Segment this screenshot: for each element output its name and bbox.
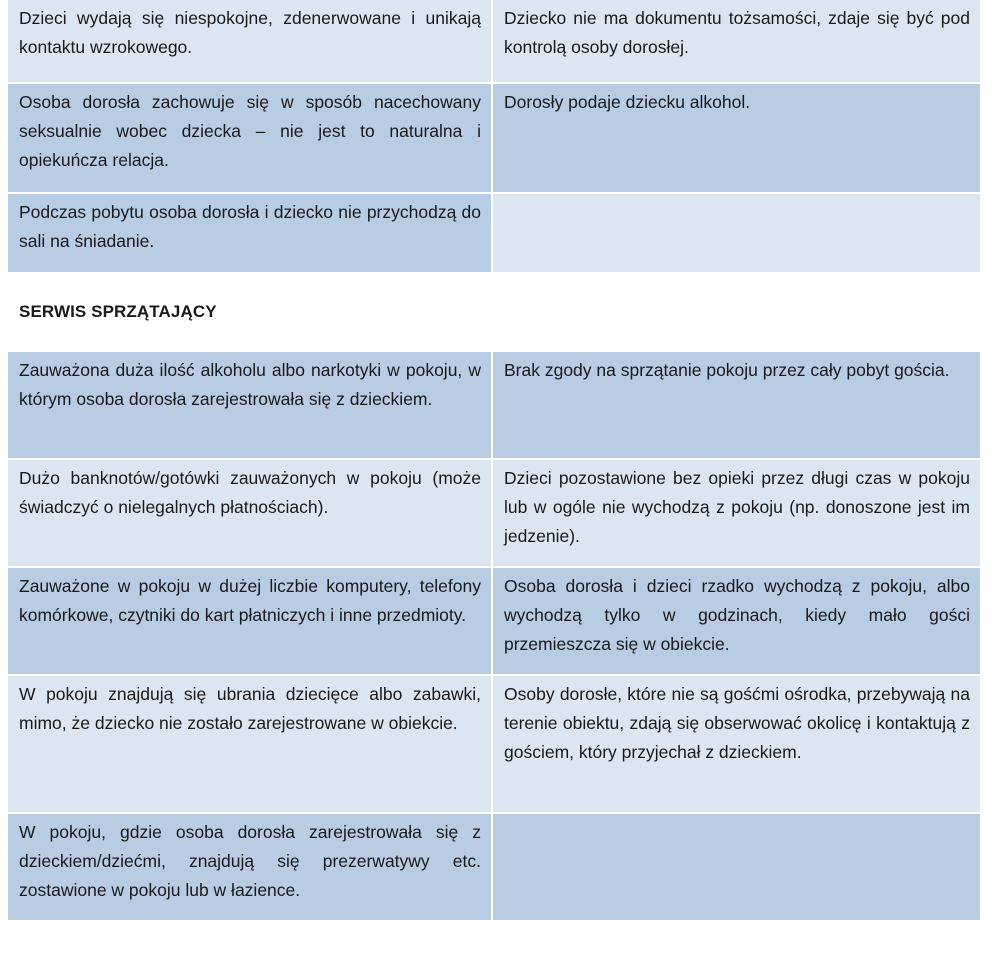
section-heading: SERWIS SPRZĄTAJĄCY [19,302,217,321]
table-cell: W pokoju, gdzie osoba dorosła zarejestrowała się z dzieckiem/dziećmi, znajdują się prezerwatywy etc. zostawione w pokoju lub w łazience. [8,814,493,920]
table-cell: Dziecko nie ma dokumentu tożsamości, zdaje się być pod kontrolą osoby dorosłej. [493,0,980,82]
table-cell [493,814,980,920]
table-cell: W pokoju znajdują się ubrania dziecięce albo zabawki, mimo, że dziecko nie zostało zarejestrowane w obiekcie. [8,676,493,812]
table-cell: Podczas pobytu osoba dorosła i dziecko nie przychodzą do sali na śniadanie. [8,194,493,272]
table-cell: Osoba dorosła i dzieci rzadko wychodzą z pokoju, albo wychodzą tylko w godzinach, kiedy mało gości przemieszcza się w obiekcie. [493,568,980,674]
table-cell: Dorosły podaje dziecku alkohol. [493,84,980,192]
table-cell: Dużo banknotów/gotówki zauważonych w pokoju (może świadczyć o nielegalnych płatnościach). [8,460,493,566]
table-cell: Dzieci pozostawione bez opieki przez długi czas w pokoju lub w ogóle nie wychodzą z pokoju (np. donoszone jest im jedzenie). [493,460,980,566]
table-cell: Zauważona duża ilość alkoholu albo narkotyki w pokoju, w którym osoba dorosła zarejestrowała się z dzieckiem. [8,352,493,458]
table-cell: Dzieci wydają się niespokojne, zdenerwowane i unikają kontaktu wzrokowego. [8,0,493,82]
indicator-table-reception [8,0,980,272]
table-cell: Osoba dorosła zachowuje się w sposób nacechowany seksualnie wobec dziecka – nie jest to naturalna i opiekuńcza relacja. [8,84,493,192]
indicator-table-housekeeping [8,352,980,920]
table-cell: Zauważone w pokoju w dużej liczbie komputery, telefony komórkowe, czytniki do kart płatniczych i inne przedmioty. [8,568,493,674]
table-cell [493,194,980,272]
table-cell: Osoby dorosłe, które nie są gośćmi ośrodka, przebywają na terenie obiektu, zdają się obserwować okolicę i kontaktują z gościem, który przyjechał z dzieckiem. [493,676,980,812]
table-cell: Brak zgody na sprzątanie pokoju przez cały pobyt gościa. [493,352,980,458]
